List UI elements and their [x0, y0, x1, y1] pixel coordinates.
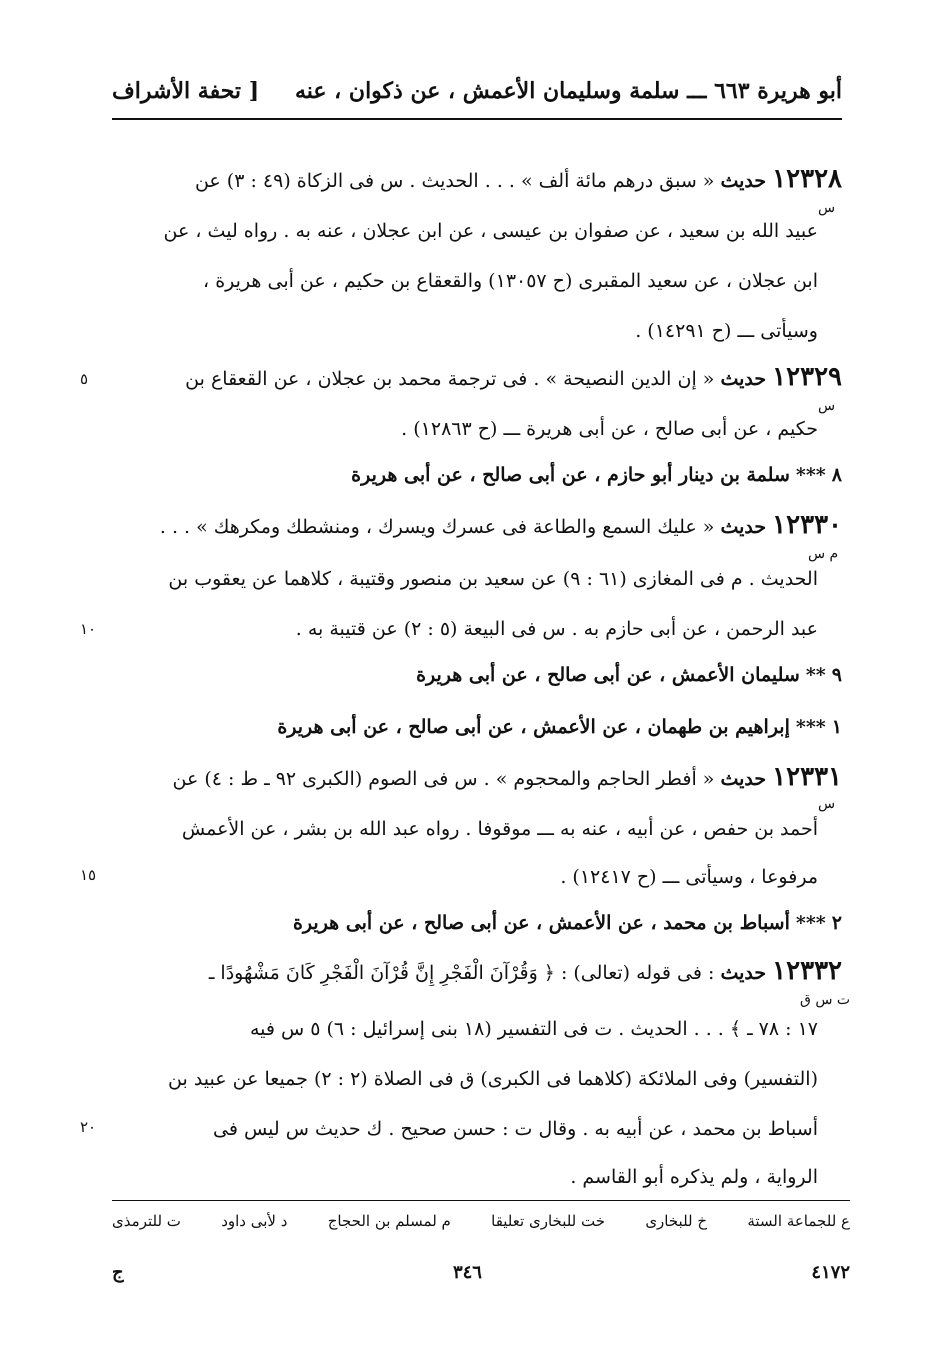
hadith-number: ١٢٣٣٢ — [772, 958, 842, 986]
siglum-12331: س — [818, 796, 836, 812]
abbrev-item: ت للترمذى — [112, 1212, 181, 1230]
entry-12328-line-2: عبيد الله بن سعيد ، عن صفوان بن عيسى ، عن ابن عجلان ، عنه به . رواه ليث ، عن — [163, 220, 818, 242]
hadith-number: ١٢٣٢٩ — [772, 364, 842, 392]
abbrev-item: د لأبى داود — [221, 1212, 288, 1230]
section-heading-1: ١ *** إبراهيم بن طهمان ، عن الأعمش ، عن أبى صالح ، عن أبى هريرة — [277, 716, 842, 738]
entry-12332-line-2: ١٧ : ٧٨ ـ ﴾ . . . الحديث . ت فى التفسير (١٨ بنى إسرائيل : ٦) ٥ س فيه — [249, 1018, 818, 1040]
entry-12332-line-3: (التفسير) وفى الملائكة (كلاهما فى الكبرى) ق فى الصلاة (٢ : ٢) جميعا عن عبيد بن — [168, 1068, 818, 1090]
main-text — [110, 158, 842, 1198]
entry-12330-line-1: ١٢٣٣٠ حديث « عليك السمع والطاعة فى عسرك ويسرك ، ومنشطك ومكرهك » . . . — [159, 512, 842, 540]
entry-12332-line-5: الرواية ، ولم يذكره أبو القاسم . — [570, 1166, 818, 1188]
footnote-divider — [112, 1200, 850, 1201]
abbrev-item: خت للبخارى تعليقا — [491, 1212, 606, 1230]
entry-12332-line-4: أسباط بن محمد ، عن أبيه به . وقال ت : حسن صحيح . ك حديث س ليس فى — [212, 1118, 818, 1140]
hadith-number: ١٢٣٣١ — [772, 764, 842, 792]
running-header — [112, 68, 842, 114]
entry-12332-line-1: ١٢٣٣٢ حديث : فى قوله (تعالى) : ﴿ وَقُرْآنَ الْفَجْرِ إِنَّ قُرْآنَ الْفَجْرِ كَانَ مَشْهُودًا ـ — [208, 958, 842, 986]
siglum-12328: س — [818, 200, 836, 216]
line-number-15: ١٥ — [80, 866, 97, 884]
entry-12329-line-2: حكيم ، عن أبى صالح ، عن أبى هريرة ـــ (ح ١٢٨٦٣) . — [401, 418, 818, 440]
abbreviation-key — [112, 1212, 850, 1240]
header-divider — [112, 118, 842, 120]
line-number-10: ١٠ — [80, 620, 97, 638]
hadith-number: ١٢٣٢٨ — [772, 166, 842, 194]
section-heading-2: ٢ *** أسباط بن محمد ، عن الأعمش ، عن أبى صالح ، عن أبى هريرة — [292, 912, 842, 934]
entry-12330-line-2: الحديث . م فى المغازى (٦١ : ٩) عن سعيد بن منصور وقتيبة ، كلاهما عن يعقوب بن — [168, 568, 818, 590]
footer-serial: ٤١٧٢ — [811, 1262, 850, 1283]
hadith-number: ١٢٣٣٠ — [772, 512, 842, 540]
siglum-12330: م س — [808, 546, 839, 562]
abbrev-item: خ للبخارى — [645, 1212, 708, 1230]
abbrev-item: ع للجماعة الستة — [747, 1212, 850, 1230]
line-number-20: ٢٠ — [80, 1118, 97, 1136]
volume-mark: ج — [112, 1262, 124, 1283]
page-footer — [112, 1262, 850, 1292]
entry-12328-line-1: ١٢٣٢٨ حديث « سبق درهم مائة ألف » . . . الحديث . س فى الزكاة (٤٩ : ٣) عن — [194, 166, 842, 194]
line-number-5: ٥ — [80, 370, 89, 388]
entry-12330-line-3: عبد الرحمن ، عن أبى حازم به . س فى البيعة (٥ : ٢) عن قتيبة به . — [295, 618, 818, 640]
page-number: ٣٤٦ — [452, 1262, 482, 1283]
header-title: أبو هريرة ٦٦٣ ـــ سلمة وسليمان الأعمش ، عن ذكوان ، عنه — [294, 78, 842, 104]
siglum-12332: ت س ق — [800, 992, 851, 1008]
abbrev-item: م لمسلم بن الحجاج — [327, 1212, 451, 1230]
entry-12331-line-1: ١٢٣٣١ حديث « أفطر الحاجم والمحجوم » . س فى الصوم (الكبرى ٩٢ ـ ط : ٤) عن — [172, 764, 842, 792]
section-heading-9: ٩ ** سليمان الأعمش ، عن أبى صالح ، عن أبى هريرة — [416, 664, 842, 686]
entry-12331-line-2: أحمد بن حفص ، عن أبيه ، عنه به ـــ موقوفا . رواه عبد الله بن بشر ، عن الأعمش — [181, 818, 818, 840]
entry-12328-line-4: وسيأتى ـــ (ح ١٤٢٩١) . — [635, 320, 818, 342]
siglum-12329: س — [818, 398, 836, 414]
entry-12328-line-3: ابن عجلان ، عن سعيد المقبرى (ح ١٣٠٥٧) والقعقاع بن حكيم ، عن أبى هريرة ، — [203, 270, 818, 292]
entry-12331-line-3: مرفوعا ، وسيأتى ـــ (ح ١٢٤١٧) . — [560, 866, 818, 888]
header-book-name: [ تحفة الأشراف — [112, 78, 260, 104]
section-heading-8: ٨ *** سلمة بن دينار أبو حازم ، عن أبى صالح ، عن أبى هريرة — [351, 464, 842, 486]
entry-12329-line-1: ١٢٣٢٩ حديث « إن الدين النصيحة » . فى ترجمة محمد بن عجلان ، عن القعقاع بن — [185, 364, 842, 392]
